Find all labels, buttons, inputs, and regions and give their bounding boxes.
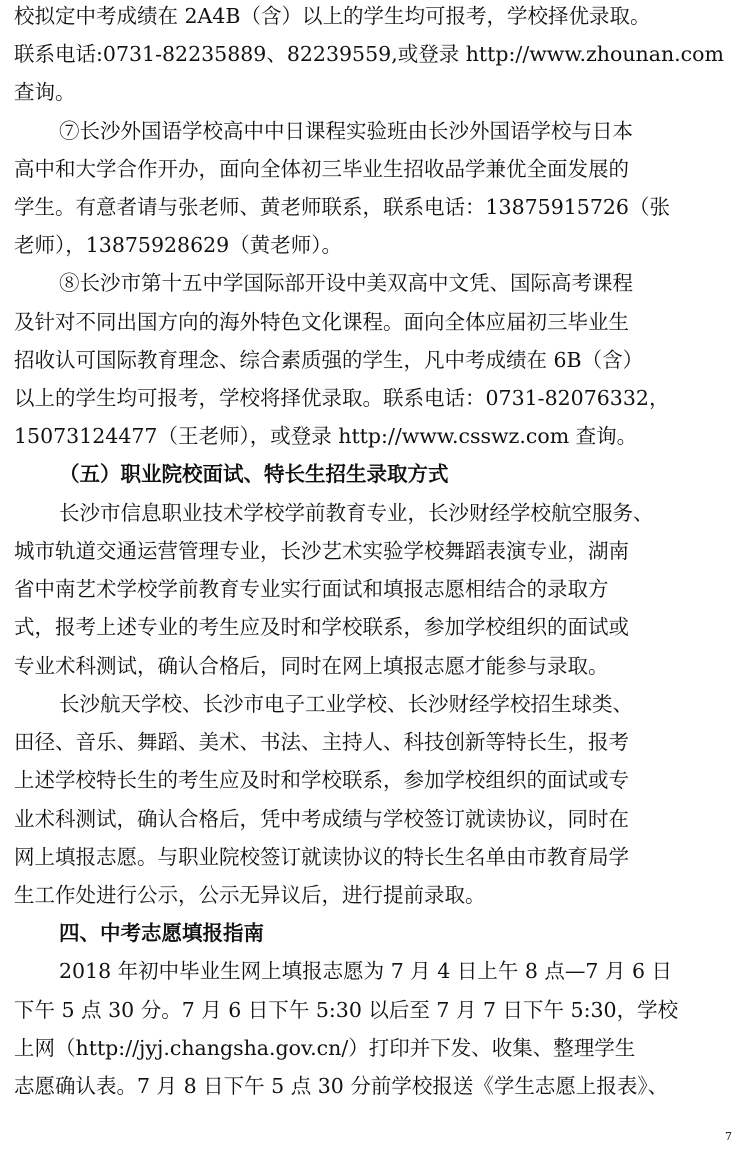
text-line: 老师），13875928629（黄老师）。 [14, 233, 342, 257]
text-line: 高中和大学合作开办，面向全体初三毕业生招收品学兼优全面发展的 [14, 157, 629, 181]
text-line: 长沙航天学校、长沙市电子工业学校、长沙财经学校招生球类、 [59, 692, 633, 716]
section-heading: （五）职业院校面试、特长生招生录取方式 [59, 462, 449, 486]
text-line: 省中南艺术学校学前教育专业实行面试和填报志愿相结合的录取方 [14, 577, 609, 601]
text-line: 志愿确认表。7 月 8 日下午 5 点 30 分前学校报送《学生志愿上报表》、 [14, 1074, 669, 1098]
text-line: 15073124477（王老师），或登录 http://www.csswz.com 查询。 [14, 424, 638, 448]
text-line: 上述学校特长生的考生应及时和学校联系，参加学校组织的面试或专 [14, 768, 629, 792]
text-line: 2018 年初中毕业生网上填报志愿为 7 月 4 日上午 8 点—7 月 6 日 [59, 959, 673, 983]
text-line: 业术科测试，确认合格后，凭中考成绩与学校签订就读协议，同时在 [14, 807, 629, 831]
text-line: 以上的学生均可报考，学校将择优录取。联系电话：0731-82076332， [14, 386, 670, 410]
text-line: 查询。 [14, 80, 76, 104]
text-line: ⑧长沙市第十五中学国际部开设中美双高中文凭、国际高考课程 [59, 271, 633, 295]
text-line: 及针对不同出国方向的海外特色文化课程。面向全体应届初三毕业生 [14, 310, 629, 334]
text-line: 城市轨道交通运营管理专业，长沙艺术实验学校舞蹈表演专业，湖南 [14, 539, 629, 563]
text-line: 学生。有意者请与张老师、黄老师联系，联系电话：13875915726（张 [14, 195, 670, 219]
text-line: 式，报考上述专业的考生应及时和学校联系，参加学校组织的面试或 [14, 615, 629, 639]
text-line: 网上填报志愿。与职业院校签订就读协议的特长生名单由市教育局学 [14, 845, 629, 869]
text-line: 联系电话:0731-82235889、82239559,或登录 http://www.zhounan.com [14, 42, 724, 66]
text-line: 下午 5 点 30 分。7 月 6 日下午 5:30 以后至 7 月 7 日下午 5:30，学校 [14, 998, 679, 1022]
section-heading: 四、中考志愿填报指南 [59, 921, 264, 945]
text-line: 田径、音乐、舞蹈、美术、书法、主持人、科技创新等特长生，报考 [14, 730, 629, 754]
text-line: ⑦长沙外国语学校高中中日课程实验班由长沙外国语学校与日本 [59, 119, 633, 143]
text-line: 生工作处进行公示，公示无异议后，进行提前录取。 [14, 883, 486, 907]
page-number: 7 [725, 1130, 732, 1143]
text-line: 校拟定中考成绩在 2A4B（含）以上的学生均可报考，学校择优录取。 [14, 4, 651, 28]
text-line: 专业术科测试，确认合格后，同时在网上填报志愿才能参与录取。 [14, 654, 609, 678]
text-line: 上网（http://jyj.changsha.gov.cn/）打印并下发、收集、整理学生 [14, 1036, 636, 1060]
text-line: 招收认可国际教育理念、综合素质强的学生，凡中考成绩在 6B（含） [14, 348, 644, 372]
text-line: 长沙市信息职业技术学校学前教育专业，长沙财经学校航空服务、 [59, 501, 654, 525]
